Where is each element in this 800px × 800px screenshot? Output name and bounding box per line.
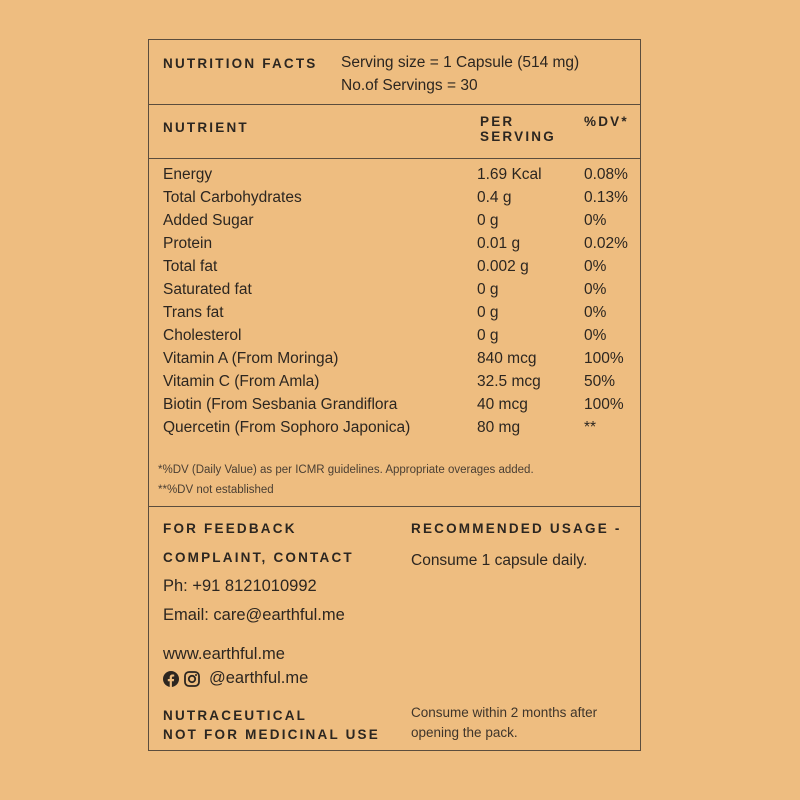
nutrient-dv: 0% xyxy=(584,327,607,344)
nutrient-amount: 0 g xyxy=(477,281,499,298)
nutrient-amount: 1.69 Kcal xyxy=(477,166,542,183)
footnote-dv: *%DV (Daily Value) as per ICMR guidelines. Appropriate overages added. xyxy=(158,464,534,476)
serving-size: Serving size = 1 Capsule (514 mg) xyxy=(341,54,580,71)
nutrient-name: Cholesterol xyxy=(163,327,242,344)
nutrient-amount: 0 g xyxy=(477,327,499,344)
nutrient-name: Vitamin A (From Moringa) xyxy=(163,350,339,367)
table-row xyxy=(149,350,640,373)
footnote-not-established: **%DV not established xyxy=(158,484,274,496)
nutrient-name: Total fat xyxy=(163,258,218,275)
nutrient-dv: 50% xyxy=(584,373,616,390)
nutrient-amount: 840 mcg xyxy=(477,350,537,367)
nutrient-amount: 0.4 g xyxy=(477,189,512,206)
divider xyxy=(149,158,640,159)
nutrient-dv: 0.13% xyxy=(584,189,628,206)
nutrient-dv: 0.08% xyxy=(584,166,628,183)
column-dv: %DV* xyxy=(584,114,629,129)
nutrient-name: Quercetin (From Sophoro Japonica) xyxy=(163,419,411,436)
storage-note-line2: opening the pack. xyxy=(411,725,518,740)
complaint-contact-heading: COMPLAINT, CONTACT xyxy=(163,550,354,565)
nutrient-name: Total Carbohydrates xyxy=(163,189,302,206)
instagram-icon[interactable] xyxy=(184,671,200,687)
column-per-serving-line2: SERVING xyxy=(480,129,556,144)
social-row xyxy=(163,669,308,688)
social-handle[interactable]: @earthful.me xyxy=(209,669,309,687)
recommended-usage-text: Consume 1 capsule daily. xyxy=(411,552,588,569)
table-row xyxy=(149,327,640,350)
not-medicinal-label: NOT FOR MEDICINAL USE xyxy=(163,727,380,742)
nutrient-amount: 80 mg xyxy=(477,419,521,436)
facebook-icon[interactable] xyxy=(163,671,179,687)
table-row xyxy=(149,166,640,189)
nutrition-facts-title: NUTRITION FACTS xyxy=(163,56,318,71)
recommended-usage-heading: RECOMMENDED USAGE - xyxy=(411,521,622,536)
table-row xyxy=(149,212,640,235)
nutrient-name: Energy xyxy=(163,166,213,183)
nutrient-name: Trans fat xyxy=(163,304,224,321)
table-row xyxy=(149,281,640,304)
divider xyxy=(149,506,640,507)
table-row xyxy=(149,235,640,258)
nutrient-dv: 100% xyxy=(584,350,624,367)
storage-note-line1: Consume within 2 months after xyxy=(411,705,598,720)
feedback-heading: FOR FEEDBACK xyxy=(163,521,297,536)
nutrient-name: Saturated fat xyxy=(163,281,252,298)
nutrient-amount: 32.5 mcg xyxy=(477,373,541,390)
nutrient-amount: 0 g xyxy=(477,304,499,321)
table-row xyxy=(149,373,640,396)
table-row xyxy=(149,396,640,419)
nutrient-dv: ** xyxy=(584,419,597,436)
email-address: Email: care@earthful.me xyxy=(163,606,345,624)
nutrient-dv: 0.02% xyxy=(584,235,628,252)
nutrient-amount: 0 g xyxy=(477,212,499,229)
table-row xyxy=(149,258,640,281)
nutrient-name: Vitamin C (From Amla) xyxy=(163,373,320,390)
nutrition-label-panel xyxy=(148,39,641,751)
nutrient-name: Added Sugar xyxy=(163,212,254,229)
nutrient-dv: 0% xyxy=(584,258,607,275)
nutrient-dv: 100% xyxy=(584,396,624,413)
table-row xyxy=(149,304,640,327)
phone-number: Ph: +91 8121010992 xyxy=(163,577,317,595)
column-per-serving xyxy=(480,114,556,144)
nutrient-name: Biotin (From Sesbania Grandiflora xyxy=(163,396,398,413)
column-nutrient: NUTRIENT xyxy=(163,120,249,135)
column-per-serving-line1: PER xyxy=(480,114,515,129)
nutraceutical-label: NUTRACEUTICAL xyxy=(163,708,308,723)
website-link[interactable]: www.earthful.me xyxy=(163,645,285,663)
nutrient-name: Protein xyxy=(163,235,213,252)
nutrient-dv: 0% xyxy=(584,212,607,229)
servings-count: No.of Servings = 30 xyxy=(341,77,478,94)
nutrient-dv: 0% xyxy=(584,304,607,321)
nutrient-amount: 0.01 g xyxy=(477,235,521,252)
table-row xyxy=(149,189,640,212)
nutrient-amount: 40 mcg xyxy=(477,396,528,413)
nutrient-amount: 0.002 g xyxy=(477,258,529,275)
nutrient-dv: 0% xyxy=(584,281,607,298)
divider xyxy=(149,104,640,105)
table-row xyxy=(149,419,640,442)
